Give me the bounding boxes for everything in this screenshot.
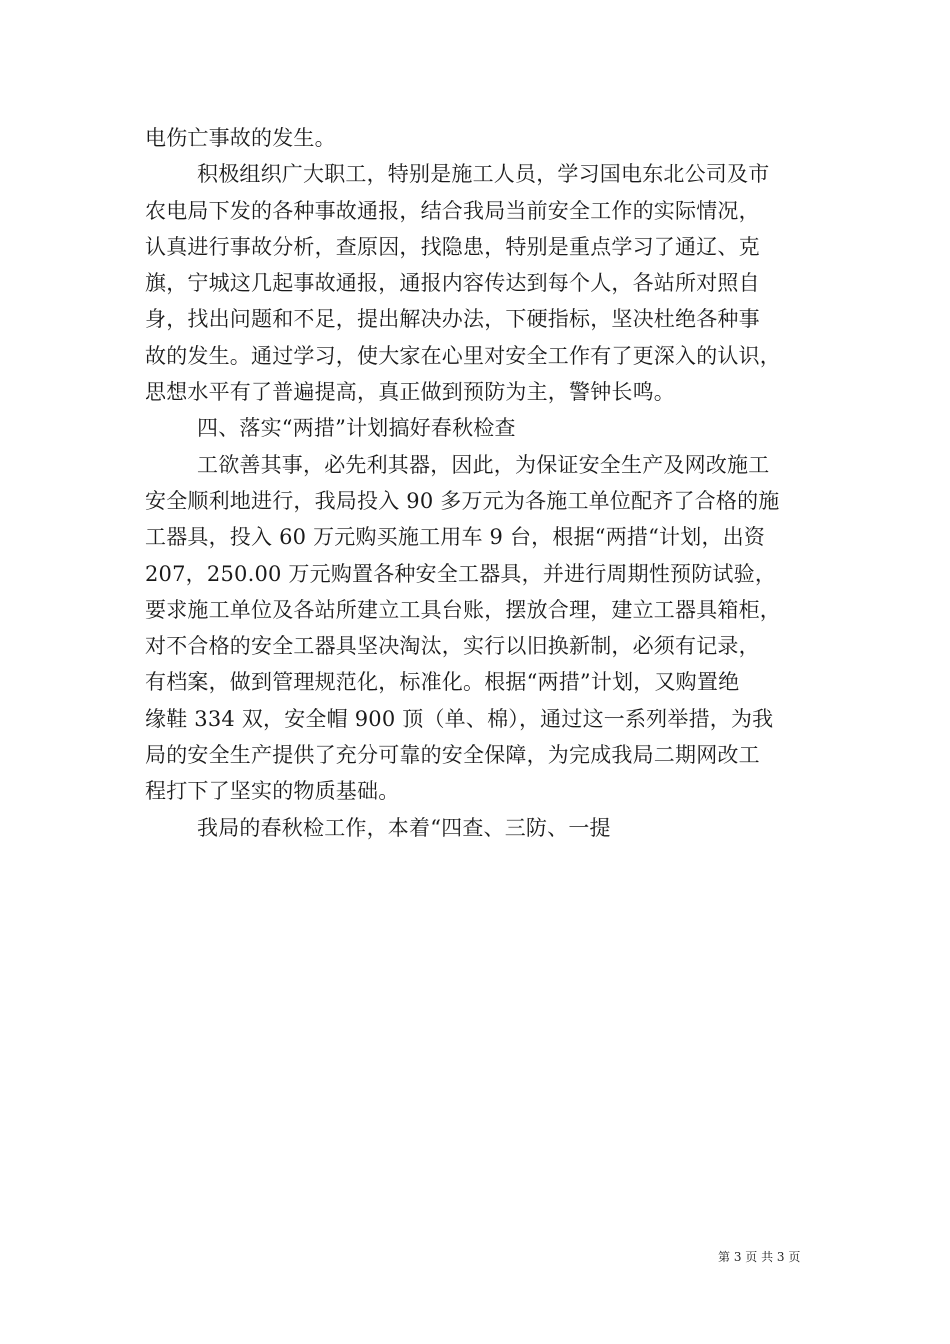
text-line: 缘鞋 334 双，安全帽 900 顶（单、棉），通过这一系列举措，为我 (145, 706, 774, 731)
text-line: 认真进行事故分析，查原因，找隐患，特别是重点学习了通辽、克 (145, 234, 760, 259)
text-line: 要求施工单位及各站所建立工具台账，摆放合理，建立工器具箱柜， (145, 597, 781, 622)
text-line: 安全顺利地进行，我局投入 90 多万元为各施工单位配齐了合格的施 (145, 488, 780, 513)
text-line: 旗，宁城这几起事故通报，通报内容传达到每个人，各站所对照自 (145, 271, 760, 296)
text-line: 思想水平有了普遍提高，真正做到预防为主，警钟长鸣。 (145, 380, 675, 405)
section-heading: 四、落实“两措”计划搞好春秋检查 (197, 416, 516, 441)
paragraph-start-line: 积极组织广大职工，特别是施工人员，学习国电东北公司及市 (197, 162, 770, 187)
document-body (145, 120, 835, 846)
page-number-footer: 第 3 页 共 3 页 (718, 1250, 801, 1264)
text-line: 故的发生。通过学习，使大家在心里对安全工作有了更深入的认识， (145, 343, 781, 368)
text-line: 207，250.00 万元购置各种安全工器具，并进行周期性预防试验， (145, 561, 777, 586)
text-line: 身，找出问题和不足，提出解决办法，下硬指标，坚决杜绝各种事 (145, 307, 760, 332)
text-line: 对不合格的安全工器具坚决淘汰，实行以旧换新制，必须有记录， (145, 634, 760, 659)
paragraph-start-line: 我局的春秋检工作，本着“四查、三防、一提 (197, 815, 611, 840)
text-line: 电伤亡事故的发生。 (145, 126, 336, 150)
text-line: 工器具，投入 60 万元购买施工用车 9 台，根据“两措“计划，出资 (145, 525, 766, 550)
paragraph-start-line: 工欲善其事，必先利其器，因此，为保证安全生产及网改施工 (197, 452, 770, 477)
text-line: 程打下了坚实的物质基础。 (145, 779, 400, 804)
text-line: 局的安全生产提供了充分可靠的安全保障，为完成我局二期网改工 (145, 743, 760, 768)
text-line: 农电局下发的各种事故通报，结合我局当前安全工作的实际情况， (145, 198, 760, 223)
text-line: 有档案，做到管理规范化，标准化。根据“两措”计划，又购置绝 (145, 670, 740, 695)
